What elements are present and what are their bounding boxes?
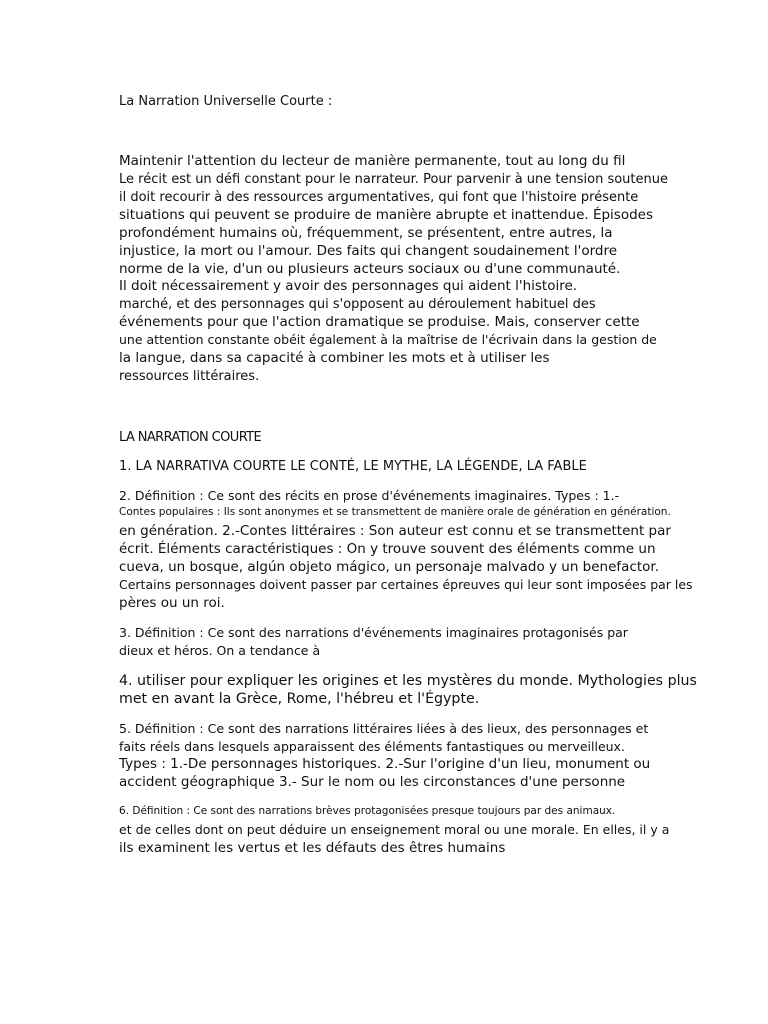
item-5-line: accident géographique 3.- Sur le nom ou les circonstances d'une personne <box>119 774 626 790</box>
item-6-line: et de celles dont on peut déduire un enseignement moral ou une morale. En elles, il y a <box>119 822 670 837</box>
intro-line: ressources littéraires. <box>119 369 260 384</box>
item-4-line: 4. utiliser pour expliquer les origines et les mystères du monde. Mythologies plus <box>119 673 697 689</box>
item-3-line: 3. Définition : Ce sont des narrations d'événements imaginaires protagonisés par <box>119 625 628 640</box>
item-2-line: en génération. 2.-Contes littéraires : Son auteur est connu et se transmettent par <box>119 523 671 539</box>
item-6-line: ils examinent les vertus et les défauts des êtres humains <box>119 840 506 856</box>
item-2-line: cueva, un bosque, algún objeto mágico, un personaje malvado y un benefactor. <box>119 559 660 575</box>
intro-line: Le récit est un défi constant pour le narrateur. Pour parvenir à une tension soutenue <box>119 172 668 187</box>
intro-line: événements pour que l'action dramatique se produise. Mais, conserver cette <box>119 314 640 330</box>
item-5-line: 5. Définition : Ce sont des narrations littéraires liées à des lieux, des personnages et <box>119 721 649 736</box>
item-5-line: faits réels dans lesquels apparaissent des éléments fantastiques ou merveilleux. <box>119 739 625 754</box>
item-1: 1. LA NARRATIVA COURTE LE CONTÉ, LE MYTHE, LA LÉGENDE, LA FABLE <box>119 459 587 474</box>
section-heading: LA NARRATION COURTE <box>119 430 262 445</box>
intro-line: situations qui peuvent se produire de manière abrupte et inattendue. Épisodes <box>119 207 654 223</box>
item-3-line: dieux et héros. On a tendance à <box>119 643 321 658</box>
document-title: La Narration Universelle Courte : <box>119 94 333 109</box>
item-2-line: Contes populaires : Ils sont anonymes et se transmettent de manière orale de génération en génération. <box>119 506 671 518</box>
intro-line: la langue, dans sa capacité à combiner les mots et à utiliser les <box>119 350 550 366</box>
item-2-line: pères ou un roi. <box>119 595 225 611</box>
item-2-line: écrit. Éléments caractéristiques : On y trouve souvent des éléments comme un <box>119 541 656 557</box>
intro-line: marché, et des personnages qui s'opposent au déroulement habituel des <box>119 297 596 312</box>
item-2-line: 2. Définition : Ce sont des récits en prose d'événements imaginaires. Types : 1.- <box>119 488 620 503</box>
item-2-line: Certains personnages doivent passer par certaines épreuves qui leur sont imposées par les <box>119 577 693 592</box>
intro-line: Maintenir l'attention du lecteur de manière permanente, tout au long du fil <box>119 153 626 169</box>
item-4-line: met en avant la Grèce, Rome, l'hébreu et l'Égypte. <box>119 691 480 707</box>
intro-line: il doit recourir à des ressources argumentatives, qui font que l'histoire présente <box>119 190 639 205</box>
intro-line: une attention constante obéit également à la maîtrise de l'écrivain dans la gestion de <box>119 332 657 347</box>
intro-line: profondément humains où, fréquemment, se présentent, entre autres, la <box>119 225 613 241</box>
intro-line: injustice, la mort ou l'amour. Des faits qui changent soudainement l'ordre <box>119 243 618 259</box>
item-5-line: Types : 1.-De personnages historiques. 2.-Sur l'origine d'un lieu, monument ou <box>119 756 651 772</box>
item-6-line: 6. Définition : Ce sont des narrations brèves protagonisées presque toujours par des animaux. <box>119 805 616 817</box>
intro-line: Il doit nécessairement y avoir des personnages qui aident l'histoire. <box>119 278 578 294</box>
intro-line: norme de la vie, d'un ou plusieurs acteurs sociaux ou d'une communauté. <box>119 261 621 277</box>
